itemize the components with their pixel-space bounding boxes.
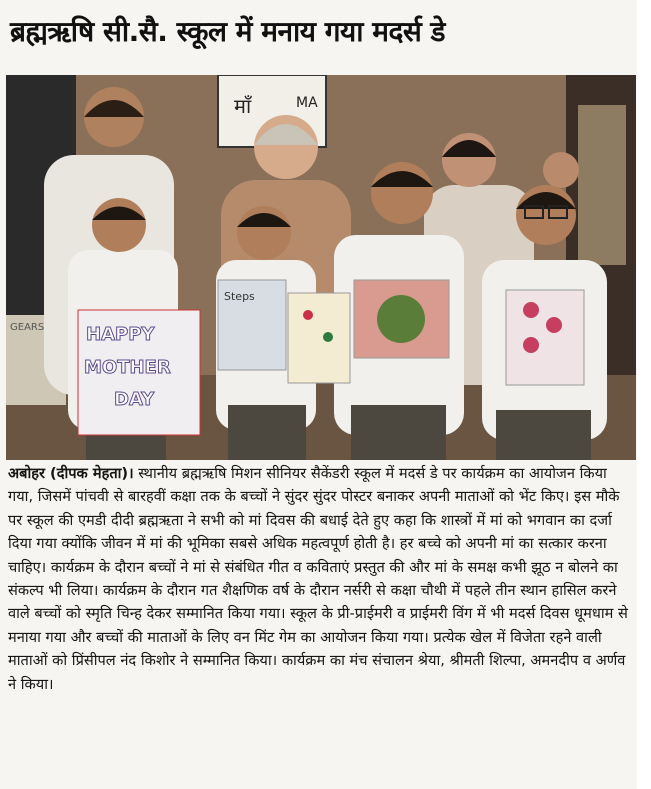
- article-body: [8, 462, 635, 782]
- heart-icon: [546, 317, 562, 333]
- left-board-text: GEARS: [10, 322, 45, 333]
- heart-icon: [523, 302, 539, 318]
- article-dateline: अबोहर (दीपक मेहता)।: [8, 465, 134, 482]
- girl-back-head: [543, 152, 579, 188]
- boy-2-trousers: [228, 405, 306, 460]
- news-photo: [6, 75, 636, 460]
- poster-steps-text: Steps: [224, 290, 255, 303]
- poster-day-text: DAY: [114, 389, 155, 410]
- boy-4-trousers: [496, 410, 591, 460]
- photo-illustration: [6, 75, 636, 460]
- poster-flowers: [288, 293, 350, 383]
- door-grille: [578, 105, 626, 265]
- poster-mother-text: MOTHER: [84, 357, 171, 378]
- heart-icon: [523, 337, 539, 353]
- page-margin: [637, 0, 651, 789]
- wall-chart-letters: MA: [296, 95, 318, 111]
- poster-happy-text: HAPPY: [86, 324, 155, 345]
- headline: ब्रह्मऋषि सी.सै. स्कूल में मनाय गया मदर्स डे: [10, 15, 446, 48]
- boy-1-head: [92, 198, 146, 252]
- boy-3-trousers: [351, 405, 446, 460]
- wall-chart-text: माँ: [234, 94, 252, 118]
- flower-icon: [303, 310, 313, 320]
- article-text: स्थानीय ब्रह्मऋषि मिशन सीनियर सैकेंडरी स्कूल में मदर्स डे पर कार्यक्रम का आयोजन किया गया, जिसमें पांचवी से बारहवीं कक्षा तक के बच्चों ने सुंदर सुंदर पोस्टर बनाकर अपनी माताओं को भेंट किए। इस मौके पर स्कूल की एमडी दीदी ब्रह्मऋता ने सभी को मां दिवस की बधाई देते हुए कहा कि शास्त्रों में मां को भगवान का दर्जा दिया गया क्योंकि जीवन में मां की भूमिका सबसे अधिक महत्वपूर्ण होती है। हर बच्चे को अपनी मां का सत्कार करना चाहिए। कार्यक्रम के दौरान बच्चों ने मां से संबंधित गीत व कविताएं प्रस्तुत की और मां के समक्ष कभी झूठ न बोलने का संकल्प भी लिया। कार्यक्रम के दौरान गत शैक्षणिक वर्ष के दौरान नर्सरी से कक्षा चौथी में पहले तीन स्थान हासिल करने वाले बच्चों को स्मृति चिन्ह देकर सम्मानित किया गया। स्कूल के प्री-प्राईमरी व प्राईमरी विंग में भी मदर्स दिवस धूमधाम से मनाया गया और बच्चों की माताओं के लिए वन मिंट गेम का आयोजन किया गया। प्रत्येक खेल में विजेता रहने वाली माताओं को प्रिंसीपल नंद किशोर ने सम्मानित किया। कार्यक्रम का मंच संचालन श्रेया, श्रीमती शिल्पा, अमनदीप व अर्णव ने किया।: [8, 465, 628, 693]
- poster-hearts: [506, 290, 584, 385]
- leaf-icon: [323, 332, 333, 342]
- poster-circle-shape: [377, 295, 425, 343]
